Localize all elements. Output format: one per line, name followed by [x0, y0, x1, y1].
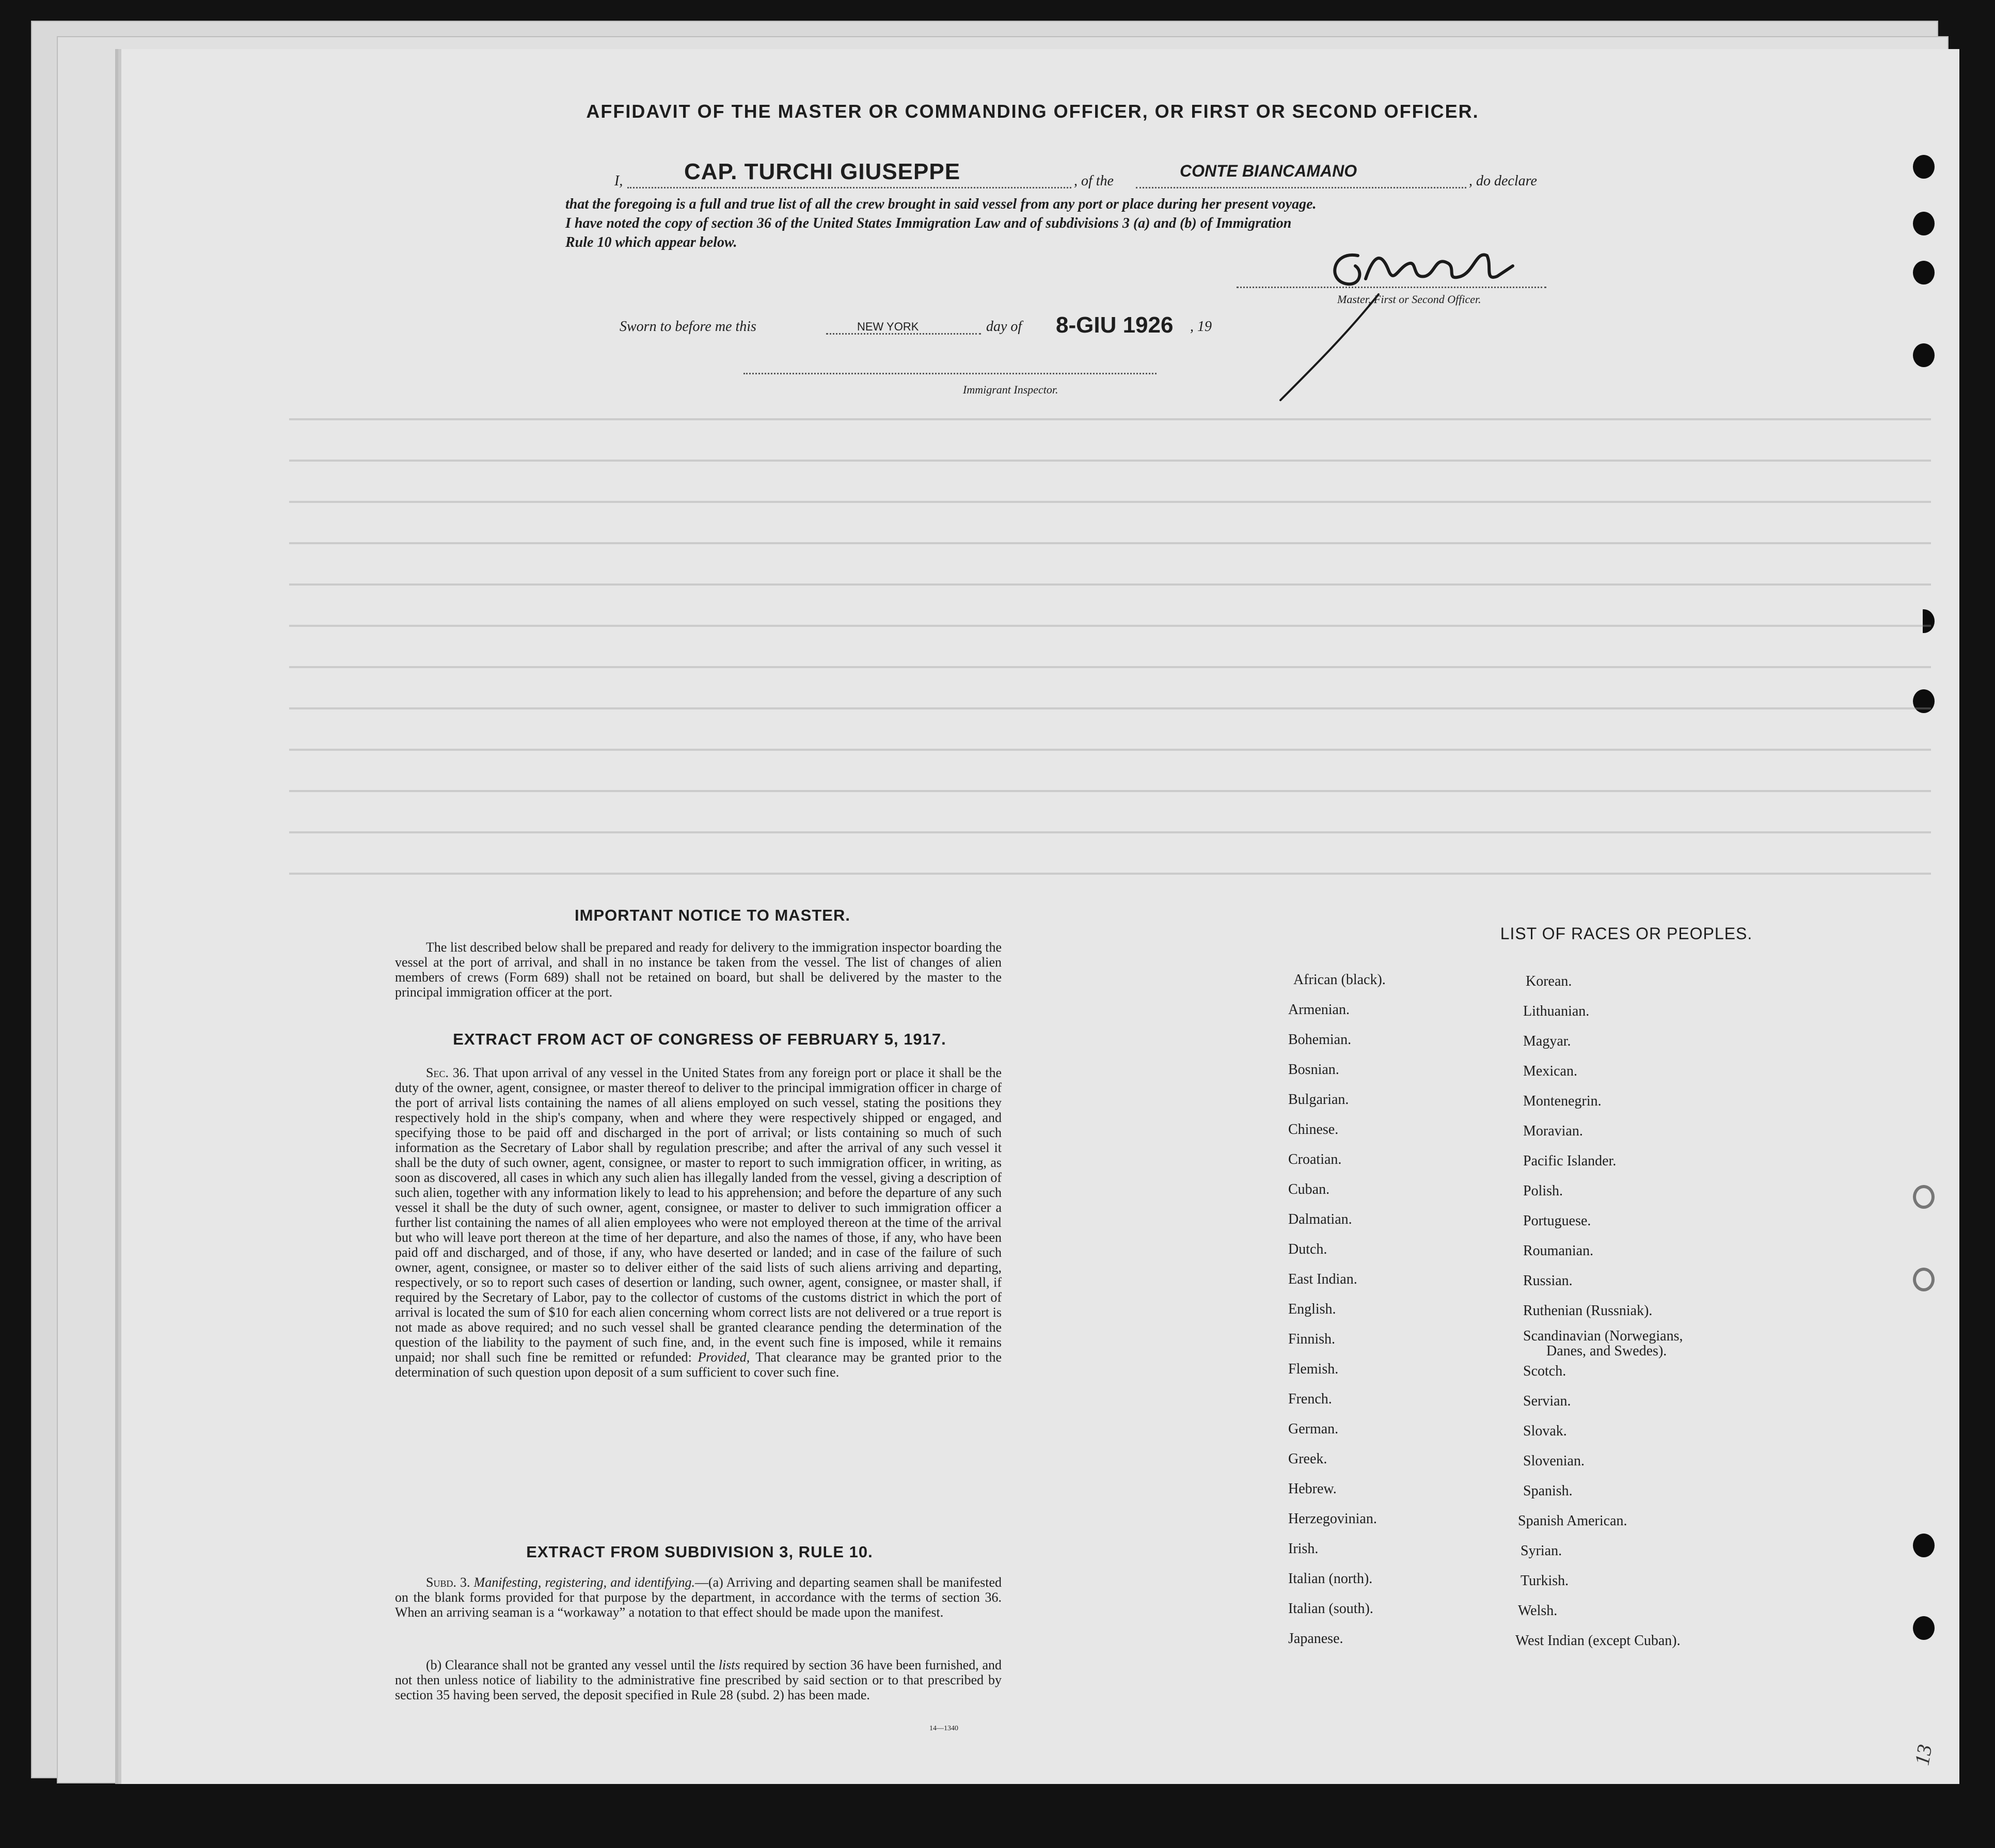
race-item: Danes, and Swedes).	[1546, 1343, 1667, 1359]
rule-para-b-lists: lists	[718, 1657, 740, 1672]
race-item: German.	[1288, 1421, 1339, 1437]
race-item: Scotch.	[1523, 1363, 1566, 1379]
rule-para-b-post: required by section 36 have been furnished, and not then unless notice of liability to the administrative fine prescribed by said section or to that prescribed by section 35 having been served, the deposit specified in Rule 28 (subd. 2) has been made.	[395, 1657, 1002, 1702]
act-proviso-label: Provided,	[698, 1350, 750, 1365]
handwritten-page-number: 13	[1910, 1742, 1937, 1767]
act-section-text: That upon arrival of any vessel in the United States from any foreign port or place it shall be the duty of the owner, agent, consignee, or master thereof to deliver to the principal immigration officer in charge of the port of arrival lists containing the names of all aliens employed on such vessel, stating the positions they respectively hold in the ship's company, when and where they were respectively shipped or engaged, and specifying those to be paid off and discharged in the port of arrival; or lists containing so much of such information as the Secretary of Labor shall by regulation prescribe; and after the arrival of any such vessel it shall be the duty of such owner, agent, consignee, or master to report to such immigration officer, in writing, as soon as discovered, all cases in which any such alien has illegally landed from the vessel, giving a description of such alien, together with any information likely to lead to his apprehension; and before the departure of any such vessel it shall be the duty of such owner, agent, consignee, or master to deliver to such immigration officer a further list containing the names of all alien employees who were not employed thereon at the time of the arrival but who will leave port thereon at the time of her departure, and also the names of those, if any, who have been paid off and discharged, and of those, if any, who have deserted or landed; and in case of the failure of such owner, agent, consignee, or master so to deliver either of the said lists of such aliens arriving and departing, respectively, or so to report such cases of desertion or landing, such owner, agent, consignee, or master shall, if required by the Secretary of Labor, pay to the collector of customs of the customs district in which the port of arrival is located the sum of $10 for each alien concerning whom correct lists are not delivered or a true report is not made as above required; and no such vessel shall be granted clearance pending the determination of the question of the liability to the payment of such fine, and, in the event such fine is imposed, while it remains unpaid; nor shall such fine be remitted or refunded:	[395, 1065, 1002, 1365]
rule-para-a-text: —(a) Arriving and departing seamen shall be manifested on the blank forms provided for that purpose by the department, in accordance with the terms of section 36. When an arriving seaman is a “workaway” a notation to that effect should be made upon the manifest.	[395, 1575, 1002, 1620]
affidavit-title: AFFIDAVIT OF THE MASTER OR COMMANDING OFFICER, OR FIRST OR SECOND OFFICER.	[586, 101, 1479, 122]
notice-body: The list described below shall be prepared and ready for delivery to the immigration inspector boarding the vessel at the port of arrival, and shall in no instance be taken from the vessel. The list of changes of alien members of crews (Form 689) shall not be retained on board, but shall be delivered by the master to the principal immigration officer at the port.	[395, 940, 1002, 1000]
statement-line-2: I have noted the copy of section 36 of the United States Immigration Law and of subdivisions 3 (a) and (b) of Immigration	[565, 215, 1292, 231]
race-item: Italian (north).	[1288, 1571, 1373, 1587]
vessel-name-line	[1136, 187, 1466, 188]
race-item: Turkish.	[1521, 1573, 1569, 1589]
rule-para-b-pre: Clearance shall not be granted any vessel until the	[445, 1657, 716, 1672]
race-item: Armenian.	[1288, 1002, 1350, 1018]
rule-subd-heading: Manifesting, registering, and identifying.	[473, 1575, 695, 1590]
race-item: Syrian.	[1521, 1543, 1562, 1559]
race-item: Cuban.	[1288, 1181, 1330, 1197]
punch-hole-icon	[1913, 212, 1935, 235]
form-number: 14—1340	[929, 1725, 958, 1732]
statement-line-1: that the foregoing is a full and true list of all the crew brought in said vessel from any port or place during her present voyage.	[565, 196, 1317, 212]
officer-name-line	[627, 187, 1071, 188]
inspector-caption: Immigrant Inspector.	[963, 383, 1058, 396]
rule-paragraph-b	[395, 1657, 1002, 1702]
punch-hole-icon	[1913, 261, 1935, 285]
vessel-name: CONTE BIANCAMANO	[1180, 162, 1357, 180]
race-item: Bohemian.	[1288, 1032, 1352, 1048]
race-item: Magyar.	[1523, 1033, 1571, 1049]
race-item: Dutch.	[1288, 1241, 1327, 1257]
race-item: Spanish American.	[1518, 1513, 1627, 1529]
race-item: Irish.	[1288, 1541, 1319, 1557]
statement-line-3: Rule 10 which appear below.	[565, 234, 737, 250]
race-item: Mexican.	[1523, 1063, 1577, 1079]
race-item: Spanish.	[1523, 1483, 1573, 1499]
declare-label: , do declare	[1469, 173, 1537, 189]
race-item: Welsh.	[1518, 1603, 1558, 1619]
rule-subd-label: Subd. 3.	[426, 1575, 470, 1590]
race-item: Dalmatian.	[1288, 1211, 1352, 1227]
notice-title: IMPORTANT NOTICE TO MASTER.	[575, 906, 850, 924]
race-item: Russian.	[1523, 1273, 1573, 1289]
race-item: Italian (south).	[1288, 1601, 1373, 1617]
act-section-label: Sec. 36.	[426, 1065, 470, 1080]
punch-hole-icon	[1913, 343, 1935, 367]
race-item: Bulgarian.	[1288, 1092, 1349, 1108]
race-item: Scandinavian (Norwegians,	[1523, 1328, 1683, 1344]
signature-caption: Master, First or Second Officer.	[1337, 293, 1481, 306]
sworn-place: NEW YORK	[857, 320, 919, 333]
race-item: Hebrew.	[1288, 1481, 1337, 1497]
race-item: West Indian (except Cuban).	[1515, 1633, 1681, 1649]
race-item: East Indian.	[1288, 1271, 1357, 1287]
master-signature	[1270, 235, 1539, 410]
act-extract-title: EXTRACT FROM ACT OF CONGRESS OF FEBRUARY 5, 1917.	[453, 1030, 946, 1048]
race-item: Pacific Islander.	[1523, 1153, 1617, 1169]
rule-extract-title: EXTRACT FROM SUBDIVISION 3, RULE 10.	[526, 1543, 873, 1561]
rule-paragraph-a	[395, 1575, 1002, 1620]
race-item: Croatian.	[1288, 1151, 1342, 1167]
rule-para-b-label: (b)	[426, 1657, 442, 1672]
of-the-label: , of the	[1074, 173, 1114, 189]
act-extract-body	[395, 1065, 1002, 1380]
race-item: Ruthenian (Russniak).	[1523, 1303, 1653, 1319]
sworn-label: Sworn to before me this	[620, 319, 756, 335]
punch-hole-icon	[1913, 155, 1935, 179]
i-label: I,	[614, 173, 623, 189]
signature-line	[1237, 287, 1546, 288]
race-item: Greek.	[1288, 1451, 1327, 1467]
act-proviso-text: That clearance may be granted prior to the determination of such question upon deposit of a sum sufficient to cover such fine.	[395, 1350, 1002, 1380]
race-item: Montenegrin.	[1523, 1093, 1602, 1109]
race-item: Polish.	[1523, 1183, 1563, 1199]
year-suffix: , 19	[1190, 319, 1212, 335]
race-item: Portuguese.	[1523, 1213, 1591, 1229]
race-item: Herzegovinian.	[1288, 1511, 1377, 1527]
race-item: Korean.	[1526, 973, 1572, 989]
race-item: Japanese.	[1288, 1631, 1343, 1647]
race-item: French.	[1288, 1391, 1332, 1407]
day-of-label: day of	[986, 319, 1022, 335]
race-item: Roumanian.	[1523, 1243, 1594, 1259]
officer-name: CAP. TURCHI GIUSEPPE	[684, 159, 961, 184]
race-item: Bosnian.	[1288, 1062, 1339, 1078]
race-item: African (black).	[1293, 972, 1386, 988]
race-item: Slovenian.	[1523, 1453, 1585, 1469]
races-title: LIST OF RACES OR PEOPLES.	[1500, 924, 1753, 943]
race-item: Finnish.	[1288, 1331, 1336, 1347]
race-item: Servian.	[1523, 1393, 1571, 1409]
race-item: Slovak.	[1523, 1423, 1567, 1439]
race-item: Flemish.	[1288, 1361, 1339, 1377]
race-item: Moravian.	[1523, 1123, 1583, 1139]
race-item: Lithuanian.	[1523, 1003, 1590, 1019]
sworn-date-stamp: 8-GIU 1926	[1056, 312, 1174, 338]
inspector-line	[743, 373, 1157, 374]
race-item: Chinese.	[1288, 1122, 1339, 1138]
race-item: English.	[1288, 1301, 1336, 1317]
